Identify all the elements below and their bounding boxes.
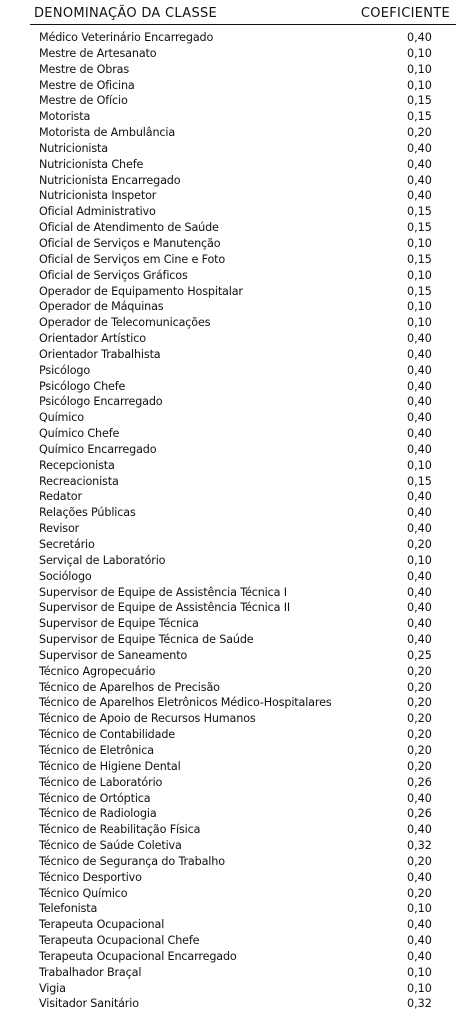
coefficient-value: 0,10 — [407, 981, 432, 995]
class-name: Oficial de Atendimento de Saúde — [39, 221, 219, 235]
class-name: Operador de Máquinas — [39, 300, 164, 314]
coefficient-value: 0,20 — [407, 680, 432, 694]
table-row — [39, 204, 439, 220]
coefficient-value: 0,15 — [407, 284, 432, 298]
table-row — [39, 711, 439, 727]
class-name: Médico Veterinário Encarregado — [39, 31, 214, 44]
coefficient-value: 0,20 — [407, 759, 432, 773]
class-name: Mestre de Artesanato — [39, 46, 157, 60]
class-name: Serviçal de Laboratório — [39, 553, 166, 567]
coefficient-value: 0,40 — [407, 31, 432, 44]
class-name: Supervisor de Equipe Técnica de Saúde — [39, 633, 254, 647]
table-row — [39, 759, 439, 775]
table-row — [39, 505, 439, 521]
class-name: Técnico de Aparelhos Eletrônicos Médico-Hospitalares — [39, 696, 332, 710]
table-row — [39, 252, 439, 268]
coefficient-value: 0,40 — [407, 141, 432, 155]
table-row — [39, 315, 439, 331]
table-row — [39, 775, 439, 791]
coefficient-value: 0,40 — [407, 363, 432, 377]
table-row — [39, 949, 439, 965]
class-name: Orientador Trabalhista — [39, 347, 161, 361]
coefficient-value: 0,10 — [407, 268, 432, 282]
table-row — [39, 743, 439, 759]
coefficient-value: 0,32 — [407, 839, 432, 853]
table-row — [39, 680, 439, 696]
coefficient-value: 0,40 — [407, 157, 432, 171]
class-name: Visitador Sanitário — [39, 997, 139, 1011]
class-name: Orientador Artístico — [39, 332, 146, 346]
class-name: Recreacionista — [39, 474, 119, 488]
coefficient-value: 0,15 — [407, 205, 432, 219]
coefficient-value: 0,40 — [407, 490, 432, 504]
coefficient-value: 0,40 — [407, 934, 432, 948]
table-row — [39, 30, 439, 46]
class-name: Secretário — [39, 538, 95, 551]
coefficient-value: 0,10 — [407, 902, 432, 916]
table-row — [39, 410, 439, 426]
class-name: Técnico Desportivo — [39, 870, 142, 884]
table-row — [39, 141, 439, 157]
class-name: Revisor — [39, 522, 80, 536]
class-name: Telefonista — [39, 902, 98, 916]
coefficient-value: 0,26 — [407, 775, 432, 789]
class-name: Técnico de Ortóptica — [39, 791, 151, 805]
table-row — [39, 220, 439, 236]
column-header-class-name: DENOMINAÇÃO DA CLASSE — [34, 6, 218, 21]
coefficient-value: 0,40 — [407, 870, 432, 884]
coefficient-value: 0,15 — [407, 221, 432, 235]
class-name: Técnico Agropecuário — [39, 664, 156, 678]
coefficient-value: 0,40 — [407, 442, 432, 456]
table-row — [39, 996, 439, 1012]
table-row — [39, 981, 439, 997]
table-row — [39, 157, 439, 173]
coefficient-value: 0,40 — [407, 411, 432, 425]
table-header — [30, 4, 456, 25]
class-name: Terapeuta Ocupacional — [39, 918, 165, 932]
coefficient-value: 0,10 — [407, 553, 432, 567]
coefficient-value: 0,40 — [407, 395, 432, 409]
table-row — [39, 648, 439, 664]
table-row — [39, 553, 439, 569]
class-name: Psicólogo — [39, 363, 91, 377]
table-row — [39, 442, 439, 458]
class-name: Técnico de Higiene Dental — [39, 759, 181, 773]
class-name: Técnico de Reabilitação Física — [39, 823, 201, 837]
class-name: Supervisor de Equipe de Assistência Técnica I — [39, 585, 287, 599]
coefficient-value: 0,40 — [407, 949, 432, 963]
coefficient-value: 0,20 — [407, 886, 432, 900]
coefficient-value: 0,10 — [407, 236, 432, 250]
class-name: Nutricionista — [39, 141, 108, 155]
coefficient-value: 0,15 — [407, 110, 432, 124]
table-row — [39, 299, 439, 315]
coefficient-value: 0,15 — [407, 474, 432, 488]
class-name: Oficial Administrativo — [39, 205, 156, 219]
coefficient-value: 0,40 — [407, 569, 432, 583]
class-name: Técnico de Laboratório — [39, 775, 163, 789]
table-row — [39, 331, 439, 347]
coefficient-value: 0,20 — [407, 696, 432, 710]
coefficient-value: 0,10 — [407, 300, 432, 314]
table-row — [39, 933, 439, 949]
table-row — [39, 632, 439, 648]
column-header-coefficient: COEFICIENTE — [360, 6, 450, 21]
table-row — [39, 379, 439, 395]
coefficient-value: 0,20 — [407, 728, 432, 742]
table-row — [39, 854, 439, 870]
table-row — [39, 600, 439, 616]
class-name: Relações Públicas — [39, 506, 136, 520]
coefficient-value: 0,40 — [407, 427, 432, 441]
table-row — [39, 569, 439, 585]
coefficient-value: 0,40 — [407, 585, 432, 599]
table-row — [39, 695, 439, 711]
class-name: Sociólogo — [39, 569, 92, 583]
table-row — [39, 901, 439, 917]
table-row — [39, 791, 439, 807]
class-name: Terapeuta Ocupacional Encarregado — [39, 949, 237, 963]
coefficient-value: 0,10 — [407, 46, 432, 60]
table-row — [39, 474, 439, 490]
class-name: Nutricionista Inspetor — [39, 189, 157, 203]
class-name: Nutricionista Chefe — [39, 157, 144, 171]
table-row — [39, 284, 439, 300]
table-row — [39, 870, 439, 886]
class-name: Oficial de Serviços Gráficos — [39, 268, 188, 282]
table-row — [39, 965, 439, 981]
table-row — [39, 236, 439, 252]
table-row — [39, 347, 439, 363]
class-name: Redator — [39, 490, 82, 504]
coefficient-value: 0,40 — [407, 601, 432, 615]
table-row — [39, 664, 439, 680]
coefficient-value: 0,40 — [407, 347, 432, 361]
coefficient-value: 0,40 — [407, 332, 432, 346]
coefficient-value: 0,40 — [407, 791, 432, 805]
class-name: Técnico de Saúde Coletiva — [39, 839, 182, 853]
class-name: Técnico de Segurança do Trabalho — [39, 854, 225, 868]
coefficient-value: 0,20 — [407, 712, 432, 726]
coefficient-value: 0,40 — [407, 506, 432, 520]
class-name: Recepcionista — [39, 458, 115, 472]
table-row — [39, 489, 439, 505]
table-row — [39, 93, 439, 109]
coefficient-value: 0,40 — [407, 173, 432, 187]
table-row — [39, 458, 439, 474]
table-row — [39, 173, 439, 189]
table-row — [39, 806, 439, 822]
class-name: Psicólogo Chefe — [39, 379, 126, 393]
table-row — [39, 426, 439, 442]
table-row — [39, 188, 439, 204]
coefficient-value: 0,10 — [407, 78, 432, 92]
coefficient-value: 0,20 — [407, 854, 432, 868]
table-row — [39, 727, 439, 743]
class-name: Operador de Telecomunicações — [39, 316, 211, 330]
table-row — [39, 62, 439, 78]
coefficient-value: 0,40 — [407, 379, 432, 393]
coefficient-value: 0,40 — [407, 189, 432, 203]
class-name: Oficial de Serviços e Manutenção — [39, 236, 221, 250]
class-name: Técnico de Eletrônica — [39, 743, 154, 757]
coefficient-value: 0,26 — [407, 807, 432, 821]
class-name: Motorista — [39, 110, 91, 124]
coefficient-value: 0,10 — [407, 62, 432, 76]
class-name: Supervisor de Equipe Técnica — [39, 617, 199, 631]
table-row — [39, 585, 439, 601]
class-name: Mestre de Ofício — [39, 94, 128, 108]
table-row — [39, 886, 439, 902]
class-name: Técnico de Contabilidade — [39, 728, 176, 742]
table-row — [39, 109, 439, 125]
coefficient-value: 0,15 — [407, 252, 432, 266]
table-row — [39, 537, 439, 553]
class-name: Trabalhador Braçal — [39, 965, 142, 979]
class-name: Técnico Químico — [39, 886, 128, 900]
coefficient-value: 0,40 — [407, 633, 432, 647]
class-name: Motorista de Ambulância — [39, 126, 176, 140]
coefficient-value: 0,20 — [407, 538, 432, 551]
class-name: Nutricionista Encarregado — [39, 173, 181, 187]
coefficient-value: 0,10 — [407, 458, 432, 472]
table-row — [39, 616, 439, 632]
class-name: Químico Chefe — [39, 427, 120, 441]
coefficient-value: 0,20 — [407, 664, 432, 678]
class-name: Vigia — [39, 981, 66, 995]
table-row — [39, 917, 439, 933]
table-row — [39, 46, 439, 62]
class-name: Supervisor de Equipe de Assistência Técnica II — [39, 601, 291, 615]
class-name: Mestre de Oficina — [39, 78, 135, 92]
table-row — [39, 822, 439, 838]
coefficient-value: 0,10 — [407, 965, 432, 979]
class-name: Terapeuta Ocupacional Chefe — [39, 934, 200, 948]
class-name: Supervisor de Saneamento — [39, 648, 188, 662]
coefficient-value: 0,40 — [407, 617, 432, 631]
coefficient-value: 0,20 — [407, 126, 432, 140]
class-name: Técnico de Apoio de Recursos Humanos — [39, 712, 256, 726]
table-row — [39, 394, 439, 410]
coefficient-value: 0,20 — [407, 743, 432, 757]
table-row — [39, 78, 439, 94]
table-row — [39, 838, 439, 854]
coefficient-value: 0,40 — [407, 918, 432, 932]
table-row — [39, 125, 439, 141]
class-name: Operador de Equipamento Hospitalar — [39, 284, 243, 298]
class-name: Psicólogo Encarregado — [39, 395, 163, 409]
class-name: Químico Encarregado — [39, 442, 157, 456]
table-row — [39, 521, 439, 537]
coefficient-value: 0,10 — [407, 316, 432, 330]
class-name: Mestre de Obras — [39, 62, 130, 76]
class-name: Técnico de Radiologia — [39, 807, 157, 821]
coefficient-value: 0,40 — [407, 522, 432, 536]
coefficient-value: 0,32 — [407, 997, 432, 1011]
table-row — [39, 268, 439, 284]
class-name: Técnico de Aparelhos de Precisão — [39, 680, 220, 694]
class-name: Químico — [39, 411, 84, 425]
table-row — [39, 363, 439, 379]
coefficient-value: 0,40 — [407, 823, 432, 837]
class-coefficient-list — [39, 30, 439, 1012]
coefficient-value: 0,15 — [407, 94, 432, 108]
class-name: Oficial de Serviços em Cine e Foto — [39, 252, 226, 266]
coefficient-value: 0,25 — [407, 648, 432, 662]
